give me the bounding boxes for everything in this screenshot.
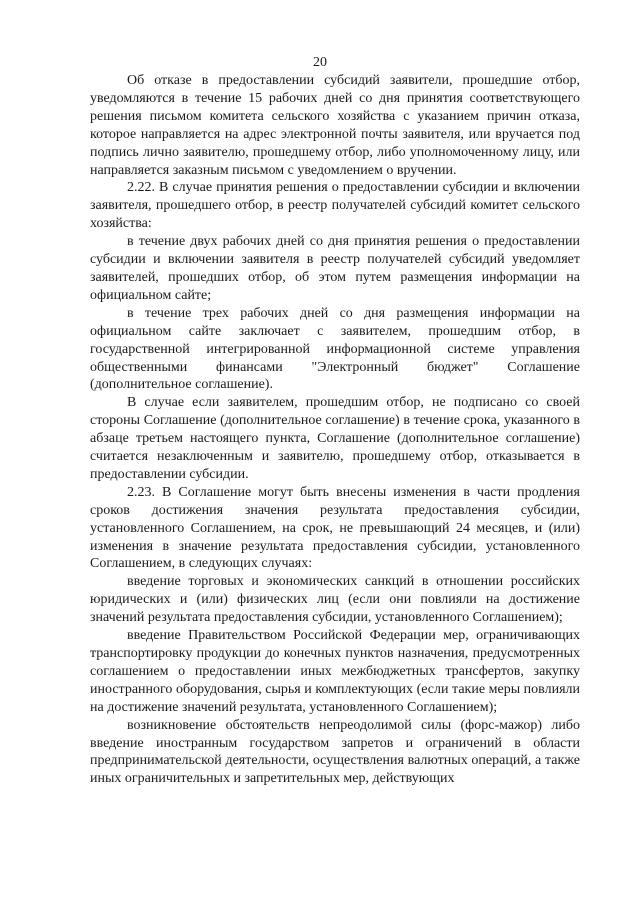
paragraph-2-23: 2.23. В Соглашение могут быть внесены изменения в части продления сроков достижения значения результата предоставления субсидии, установленного Соглашением, на срок, не превышающий 24 месяцев, и (или) изменения в значение результата предоставления субсидии, установленного Соглашением, в следующих случаях: xyxy=(90,484,580,572)
paragraph-force-majeure-case: возникновение обстоятельств непреодолимой силы (форс-мажор) либо введение иностранным государством запретов и ограничений в области предпринимательской деятельности, осуществления валютных операций, а также иных ограничительных и запретительных мер, действующих xyxy=(90,717,580,787)
paragraph-government-measures-case: введение Правительством Российской Федерации мер, ограничивающих транспортировку продукции до конечных пунктов назначения, предусмотренных соглашением о предоставлении иных межбюджетных трансфертов, закупку иностранного оборудования, сырья и комплектующих (если такие меры повлияли на достижение значений результата, установленного Соглашением); xyxy=(90,628,580,715)
paragraph-notify-within-two-days: в течение двух рабочих дней со дня принятия решения о предоставлении субсидии и включении заявителя в реестр получателей субсидий уведомляет заявителей, прошедших отбор, об этом путем размещения информации на официальном сайте; xyxy=(90,234,580,303)
page-number: 20 xyxy=(313,55,327,70)
paragraph-unsigned-agreement: В случае если заявителем, прошедшим отбор, не подписано со своей стороны Соглашение (дополнительное соглашение) в течение срока, указанного в абзаце третьем настоящего пункта, Соглашение (дополнительное соглашение) считается незаключенным и заявителю, прошедшему отбор, отказывается в предоставлении субсидии. xyxy=(90,395,580,482)
paragraph-refusal-notice: Об отказе в предоставлении субсидий заявители, прошедшие отбор, уведомляются в течение 15 рабочих дней со дня принятия соответствующего решения письмом комитета сельского хозяйства с указанием причин отказа, которое направляется на адрес электронной почты заявителя, или вручается под подпись лично заявителю, прошедшему отбор, либо уполномоченному лицу, или направляется заказным письмом с уведомлением о вручении. xyxy=(90,73,580,178)
paragraph-sanctions-case: введение торговых и экономических санкций в отношении российских юридических и (или) физических лиц (если они повлияли на достижение значений результата предоставления субсидии, установленного Соглашением); xyxy=(90,574,580,626)
paragraph-conclude-agreement: в течение трех рабочих дней со дня размещения информации на официальном сайте заключает с заявителем, прошедшим отбор, в государственной интегрированной информационной системе управления общественными финансами "Электронный бюджет" Соглашение (дополнительное соглашение). xyxy=(90,305,580,393)
document-body xyxy=(90,72,580,788)
paragraph-2-22: 2.22. В случае принятия решения о предоставлении субсидии и включении заявителя, прошедшего отбор, в реестр получателей субсидий комитет сельского хозяйства: xyxy=(90,180,580,232)
